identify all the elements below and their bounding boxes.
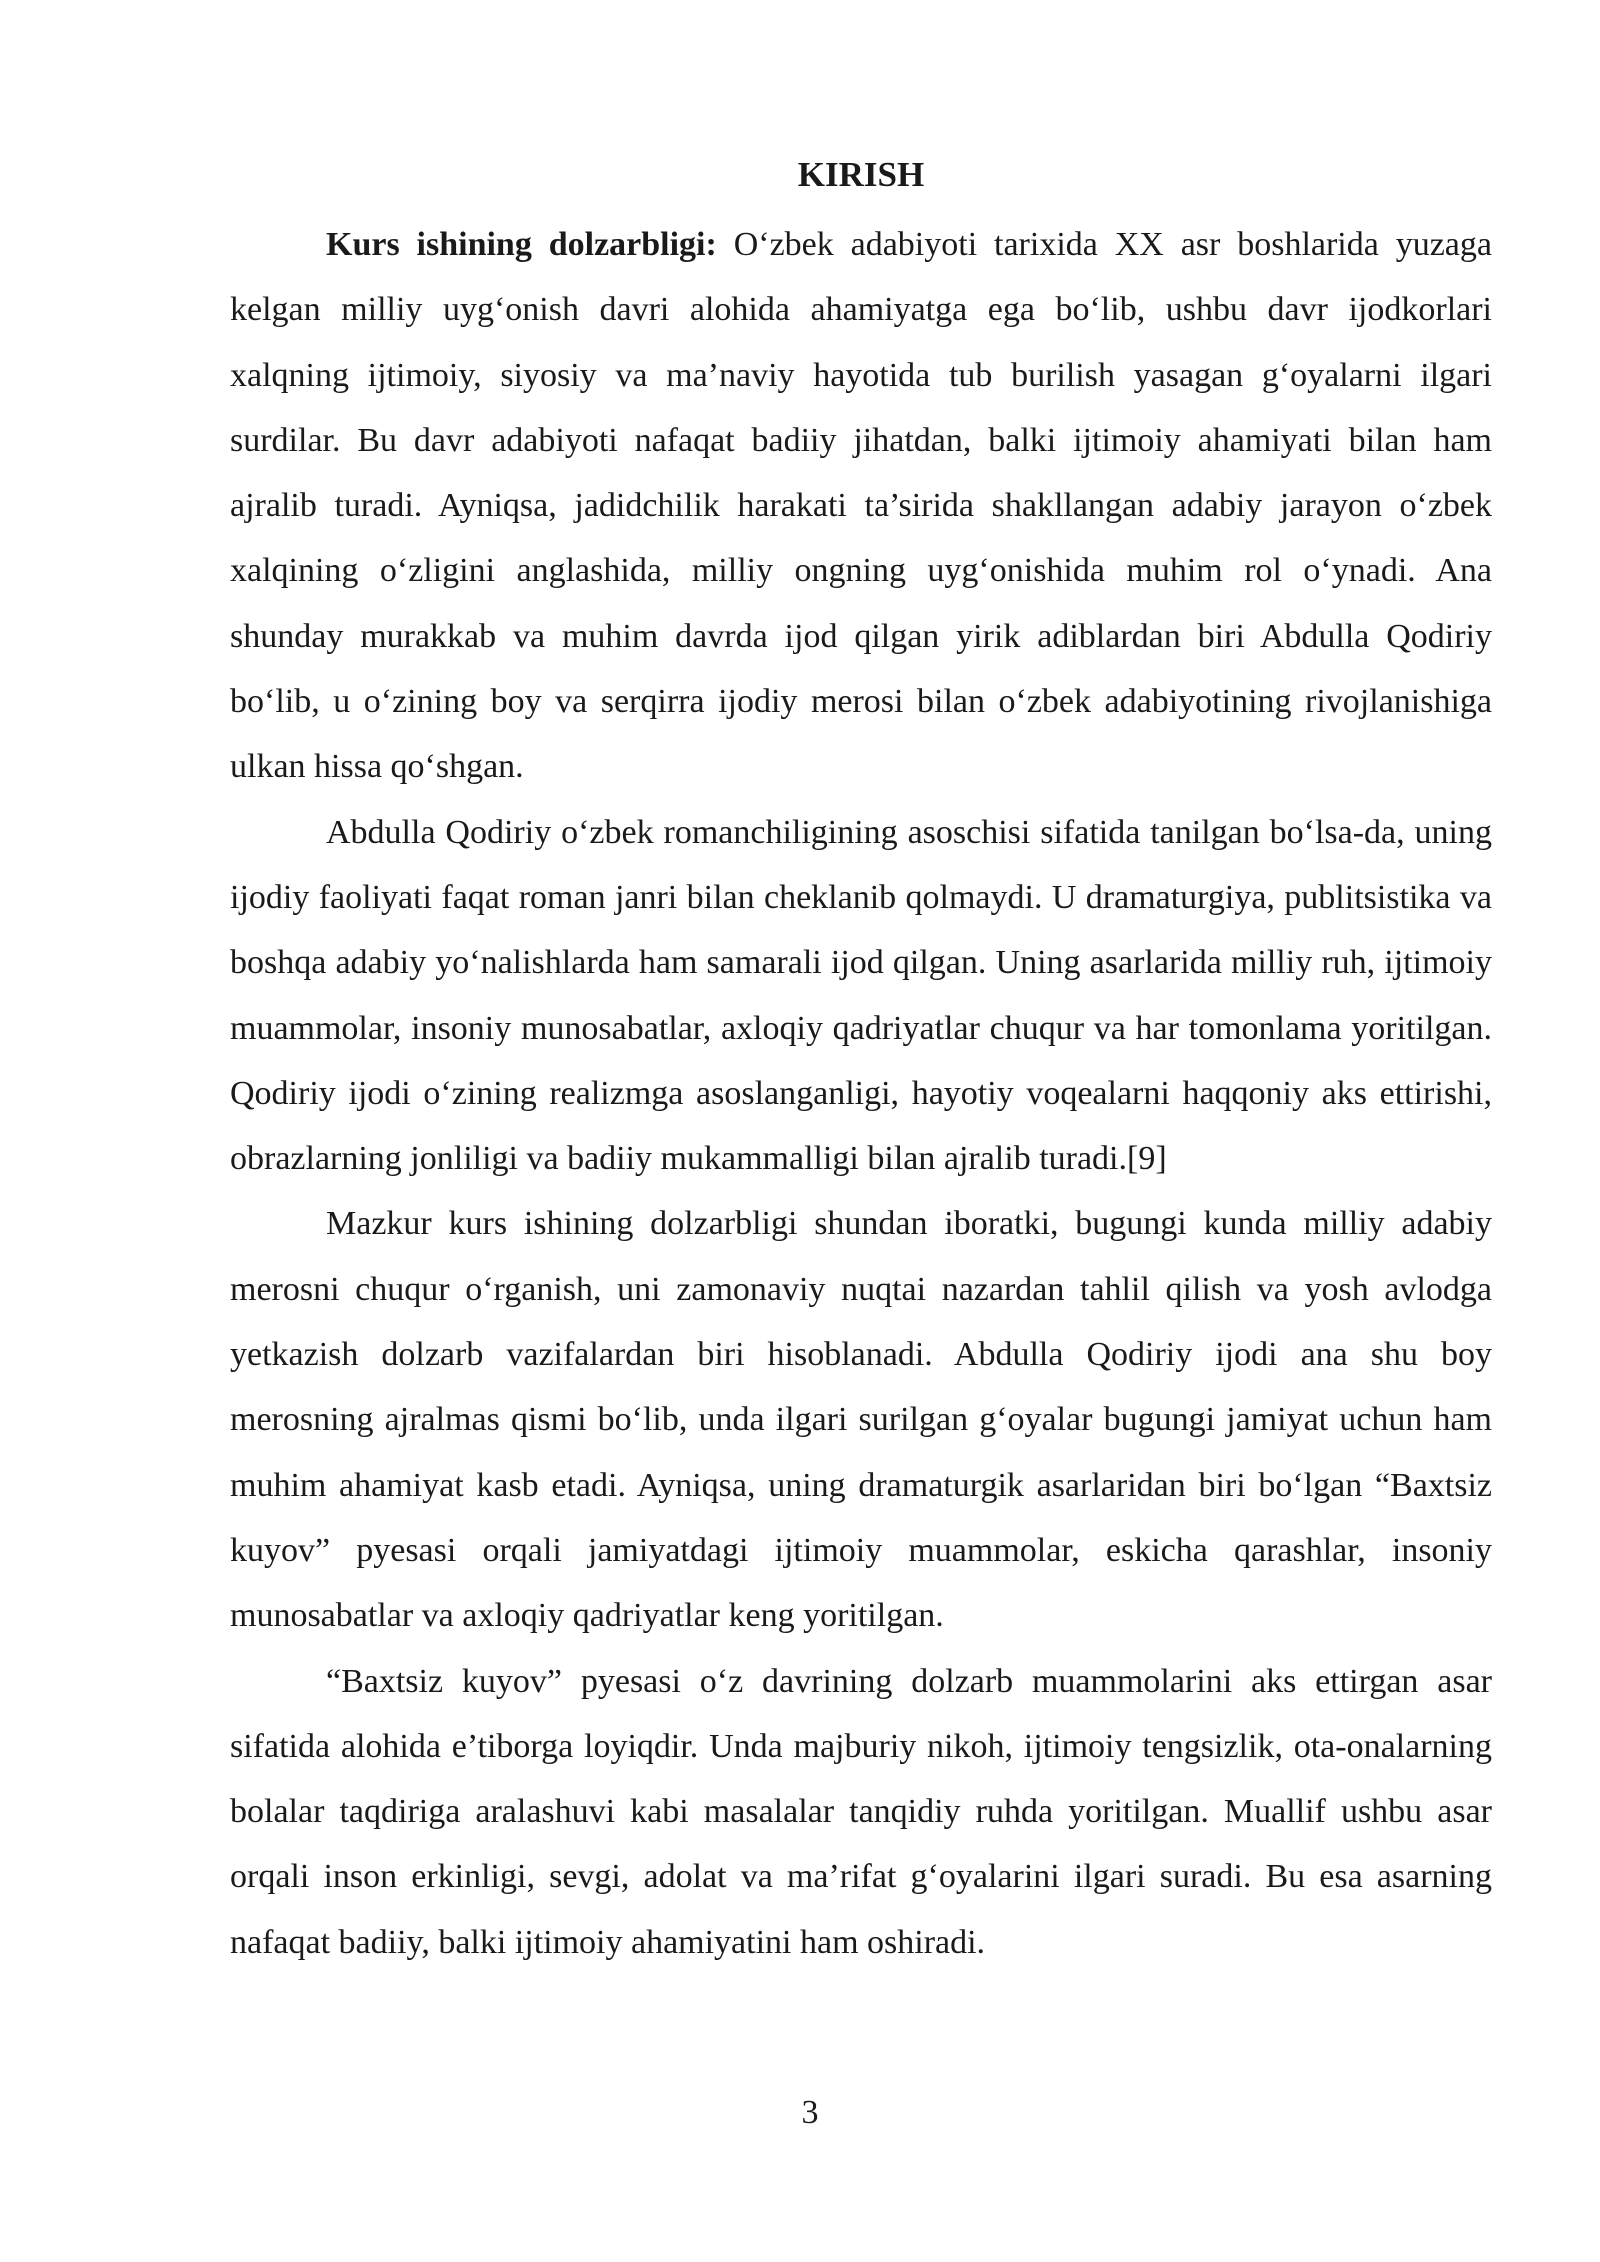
page-content [230, 148, 1492, 1975]
section-heading: KIRISH [797, 155, 925, 194]
paragraph-relevance [230, 212, 1492, 800]
paragraph-qodiriy: Abdulla Qodiriy o‘zbek romanchiligining asoschisi sifatida tanilgan bo‘lsa-da, uning ijodiy faoliyati faqat roman janri bilan cheklanib qolmaydi. U dramaturgiya, publitsistika va boshqa adabiy yo‘nalishlarda ham samarali ijod qilgan. Uning asarlarida milliy ruh, ijtimoiy muammolar, insoniy munosabatlar, axloqiy qadriyatlar chuqur va har tomonlama yoritilgan. Qodiriy ijodi o‘zining realizmga asoslanganligi, hayotiy voqealarni haqqoniy aks ettirishi, obrazlarning jonliligi va badiiy mukammalligi bilan ajralib turadi.[9] [230, 813, 1492, 1178]
paragraph-lead-bold: Kurs ishining dolzarbligi: [326, 226, 717, 263]
paragraph-text: O‘zbek adabiyoti tarixida XX asr boshlarida yuzaga kelgan milliy uyg‘onish davri alohida ahamiyatga ega bo‘lib, ushbu davr ijodkorlari xalqning ijtimoiy, siyosiy va ma’naviy hayotida tub burilish yasagan g‘oyalarni ilgari surdilar. Bu davr adabiyoti nafaqat badiiy jihatdan, balki ijtimoiy ahamiyati bilan ham ajralib turadi. Ayniqsa, jadidchilik harakati ta’sirida shakllangan adabiy jarayon o‘zbek xalqining o‘zligini anglashida, milliy ongning uyg‘onishida muhim rol o‘ynadi. Ana shunday murakkab va muhim davrda ijod qilgan yirik adiblardan biri Abdulla Qodiriy bo‘lib, u o‘zining boy va serqirra ijodiy merosi bilan o‘zbek adabiyotining rivojlanishiga ulkan hissa qo‘shgan. [230, 226, 1492, 786]
paragraph-baxtsiz-kuyov: “Baxtsiz kuyov” pyesasi o‘z davrining dolzarb muammolarini aks ettirgan asar sifatida alohida e’tiborga loyiqdir. Unda majburiy nikoh, ijtimoiy tengsizlik, ota-onalarning bolalar taqdiriga aralashuvi kabi masalalar tanqidiy ruhda yoritilgan. Muallif ushbu asar orqali inson erkinligi, sevgi, adolat va ma’rifat g‘oyalarini ilgari suradi. Bu esa asarning nafaqat badiiy, balki ijtimoiy ahamiyatini ham oshiradi. [230, 1662, 1492, 1961]
paragraph-relevance-detail: Mazkur kurs ishining dolzarbligi shundan iboratki, bugungi kunda milliy adabiy merosni chuqur o‘rganish, uni zamonaviy nuqtai nazardan tahlil qilish va yosh avlodga yetkazish dolzarb vazifalardan biri hisoblanadi. Abdulla Qodiriy ijodi ana shu boy merosning ajralmas qismi bo‘lib, unda ilgari surilgan g‘oyalar bugungi jamiyat uchun ham muhim ahamiyat kasb etadi. Ayniqsa, uning dramaturgik asarlaridan biri bo‘lgan “Baxtsiz kuyov” pyesasi orqali jamiyatdagi ijtimoiy muammolar, eskicha qarashlar, insoniy munosabatlar va axloqiy qadriyatlar keng yoritilgan. [230, 1205, 1492, 1635]
page-number: 3 [801, 2094, 819, 2131]
